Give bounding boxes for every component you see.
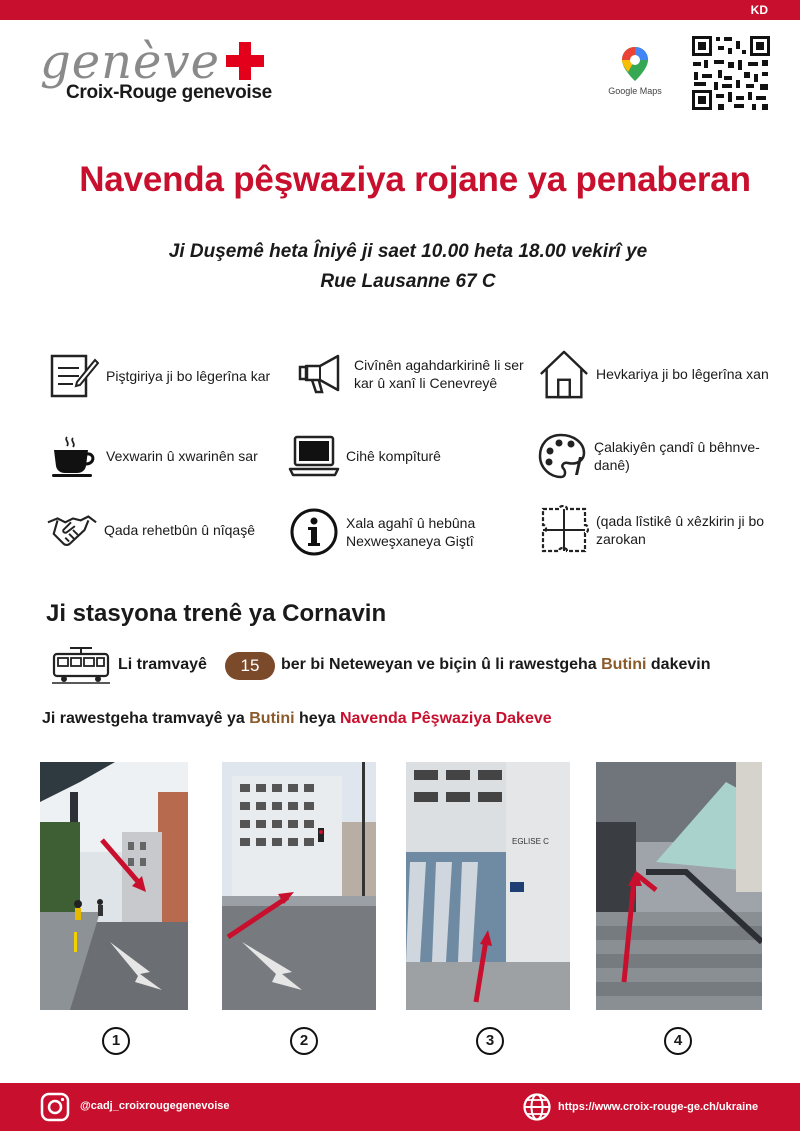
service-label: Civînên agahdarkirinê li ser kar û xanî li Cenevreyê <box>354 357 524 391</box>
red-cross-icon <box>226 42 264 80</box>
tram-end: dakevin <box>650 656 711 673</box>
page-title: Navenda pêşwaziya rojane ya penaberan <box>79 160 751 199</box>
direction-stop-name: Butini <box>249 710 295 727</box>
service-item <box>538 504 788 556</box>
service-label: (qada lîstikê û xêzkirin ji bo zarokan <box>596 513 765 547</box>
service-label: Xala agahî û hebûna Nexweşxaneya Giştî <box>346 515 476 549</box>
route-photo-2 <box>222 762 376 1010</box>
station-heading: Ji stasyona trenê ya Cornavin <box>46 600 387 627</box>
service-item <box>538 348 788 400</box>
svg-text:EGLISE C: EGLISE C <box>512 837 549 846</box>
tram-prefix: Li tramvayê <box>118 656 207 673</box>
route-photo-1 <box>40 762 188 1010</box>
service-label: Cihê kompîturê <box>346 448 441 464</box>
stop-name: Butini <box>601 656 647 673</box>
address: Rue Lausanne 67 C <box>320 271 496 292</box>
tram-suffix: ber bi Neteweyan ve biçin û li rawestgeha <box>281 656 597 673</box>
tram-instructions <box>52 646 792 686</box>
direction-middle: heya <box>299 710 336 727</box>
handshake-icon <box>46 504 98 556</box>
language-code: KD <box>750 3 768 17</box>
info-icon <box>288 506 340 558</box>
footer <box>0 1083 800 1131</box>
tram-icon <box>52 646 110 689</box>
service-item <box>288 430 538 482</box>
step-number: 3 <box>476 1027 504 1055</box>
globe-icon <box>522 1092 552 1127</box>
document-pen-icon <box>48 350 100 402</box>
step-number: 1 <box>102 1027 130 1055</box>
service-item <box>288 506 538 558</box>
step-number: 2 <box>290 1027 318 1055</box>
tram-directions-text <box>281 656 711 674</box>
service-label: Piştgiriya ji bo lêgerîna kar <box>106 368 271 384</box>
service-label: Qada rehetbûn û nîqaşê <box>104 522 256 538</box>
palette-icon <box>536 430 588 482</box>
megaphone-icon <box>296 348 348 400</box>
map-pin-icon <box>620 46 650 82</box>
puzzle-icon <box>538 504 590 556</box>
website-link[interactable]: https://www.croix-rouge-ge.ch/ukraine <box>558 1101 759 1113</box>
service-item <box>48 430 288 482</box>
service-label: Hevkariya ji bo lêgerîna xan <box>596 366 769 382</box>
tram-line-badge: 15 <box>225 652 275 680</box>
logo-org-name: Croix-Rouge genevoise <box>66 82 272 103</box>
service-item <box>46 504 286 556</box>
route-photo-4 <box>596 762 762 1010</box>
step-number: 4 <box>664 1027 692 1055</box>
walking-directions <box>42 710 552 728</box>
google-maps-badge <box>600 46 670 106</box>
instagram-icon[interactable] <box>40 1092 70 1127</box>
top-bar <box>0 0 800 20</box>
service-label: Vexwarin û xwarinên sar <box>106 448 258 464</box>
google-maps-label: Google Maps <box>608 86 662 96</box>
service-item <box>48 350 288 402</box>
service-item <box>296 348 546 400</box>
instagram-handle[interactable]: @cadj_croixrougegenevoise <box>80 1100 230 1112</box>
opening-hours: Ji Duşemê heta Îniyê ji saet 10.00 heta 18.00 vekirî ye <box>168 241 648 262</box>
direction-prefix: Ji rawestgeha tramvayê ya <box>42 710 245 727</box>
qr-code[interactable] <box>690 34 772 112</box>
coffee-cup-icon <box>48 430 100 482</box>
logo-script-text: genève <box>40 34 220 90</box>
service-item <box>536 430 786 482</box>
house-icon <box>538 348 590 400</box>
croix-rouge-logo <box>38 34 278 114</box>
route-photo-3 <box>406 762 570 1010</box>
direction-destination: Navenda Pêşwaziya Dakeve <box>339 710 552 727</box>
service-label: Çalakiyên çandî û bêhnve-danê) <box>594 439 760 473</box>
laptop-icon <box>288 430 340 482</box>
